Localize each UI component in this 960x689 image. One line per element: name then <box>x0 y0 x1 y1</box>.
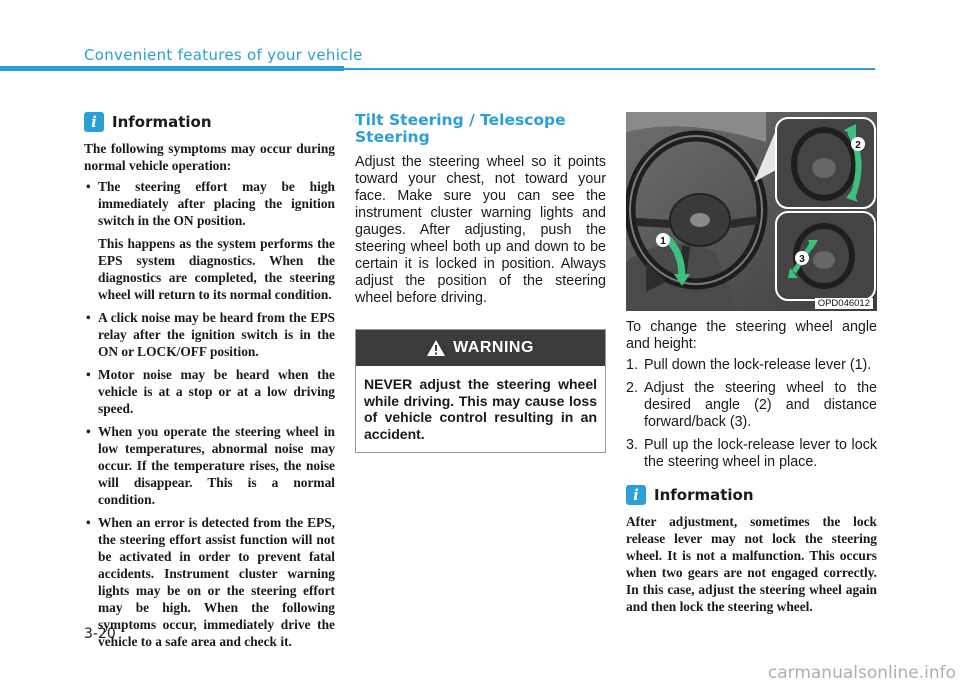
info-title: Information <box>654 486 754 504</box>
step-number: 1. <box>626 357 638 373</box>
steps-list <box>626 357 877 471</box>
step-number: 3. <box>626 437 638 453</box>
bullet-text: • The steering effort may be high immediately after placing the ignition switch in the ON position. <box>98 179 335 228</box>
callout-2: 2 <box>855 140 861 151</box>
info-body: After adjustment, sometimes the lock release lever may not lock the steering wheel. It is not a malfunction. This occurs when two gears are not engaged correctly. In this case, adjust the steering wheel again and then lock the steering wheel. <box>626 514 877 614</box>
steps-intro: To change the steering wheel angle and height: <box>626 319 877 352</box>
figure-code: OPD046012 <box>815 298 873 309</box>
section-body: Adjust the steering wheel so it points toward your chest, not toward your face. Make sure you can see the instrument cluster warning lights and gauges. After adjusting, push the steering wheel both up and down to be certain it is locked in position. Always adjust the position of the steering wheel before driving. <box>355 154 606 306</box>
warning-triangle-icon <box>427 340 445 356</box>
step-text: Pull down the lock-release lever (1). <box>644 357 872 373</box>
info-heading <box>84 112 335 132</box>
steering-wheel-illustration <box>626 112 877 311</box>
column-left <box>84 112 335 656</box>
warning-text: NEVER adjust the steering wheel while driving. This may cause loss of vehicle control resulting in an accident. <box>364 376 597 442</box>
info-heading <box>626 485 877 505</box>
list-item <box>626 380 877 431</box>
page-number: 3-20 <box>84 626 116 642</box>
step-number: 2. <box>626 380 638 396</box>
list-item: • Motor noise may be heard when the vehicle is at a stop or at a low driving speed. <box>84 366 335 417</box>
warning-bar <box>356 330 605 366</box>
info-icon: i <box>84 112 104 132</box>
step-text: Adjust the steering wheel to the desired angle (2) and distance forward/back (3). <box>644 380 877 430</box>
list-item <box>626 357 877 374</box>
callout-1: 1 <box>660 236 666 247</box>
info-body <box>84 140 335 650</box>
info-intro: The following symptoms may occur during normal vehicle operation: <box>84 141 335 173</box>
list-item <box>626 437 877 471</box>
section-header: Convenient features of your vehicle <box>84 46 363 64</box>
info-title: Information <box>112 113 212 131</box>
warning-box <box>355 329 606 453</box>
list-item: • A click noise may be heard from the EPS relay after the ignition switch is in the ON or LOCK/OFF position. <box>84 309 335 360</box>
step-text: Pull up the lock-release lever to lock the steering wheel in place. <box>644 437 877 470</box>
info-icon: i <box>626 485 646 505</box>
list-item: • When an error is detected from the EPS, the steering effort assist function will not be activated in order to prevent fatal accidents. Instrument cluster warning lights may be on or the steering effort may be high. When the following symptoms occur, immediately drive the vehicle to a safe area and check it. <box>84 514 335 650</box>
list-item <box>84 178 335 303</box>
steering-wheel-figure <box>626 112 877 311</box>
info-bullet-list <box>84 178 335 650</box>
watermark: carmanualsonline.info <box>767 663 956 683</box>
warning-label: WARNING <box>453 339 534 356</box>
callout-3: 3 <box>799 254 805 265</box>
section-title: Tilt Steering / Telescope Steering <box>355 111 566 146</box>
bullet-subtext: This happens as the system performs the EPS system diagnostics. When the diagnostics are completed, the steering wheel will return to its normal condition. <box>98 236 335 302</box>
list-item: • When you operate the steering wheel in low temperatures, abnormal noise may occur. If the temperature rises, the noise will disappear. This is a normal condition. <box>84 423 335 508</box>
column-middle <box>355 112 606 453</box>
header-rule-thin <box>344 68 875 70</box>
column-right <box>626 112 877 615</box>
header-rule <box>0 66 344 71</box>
